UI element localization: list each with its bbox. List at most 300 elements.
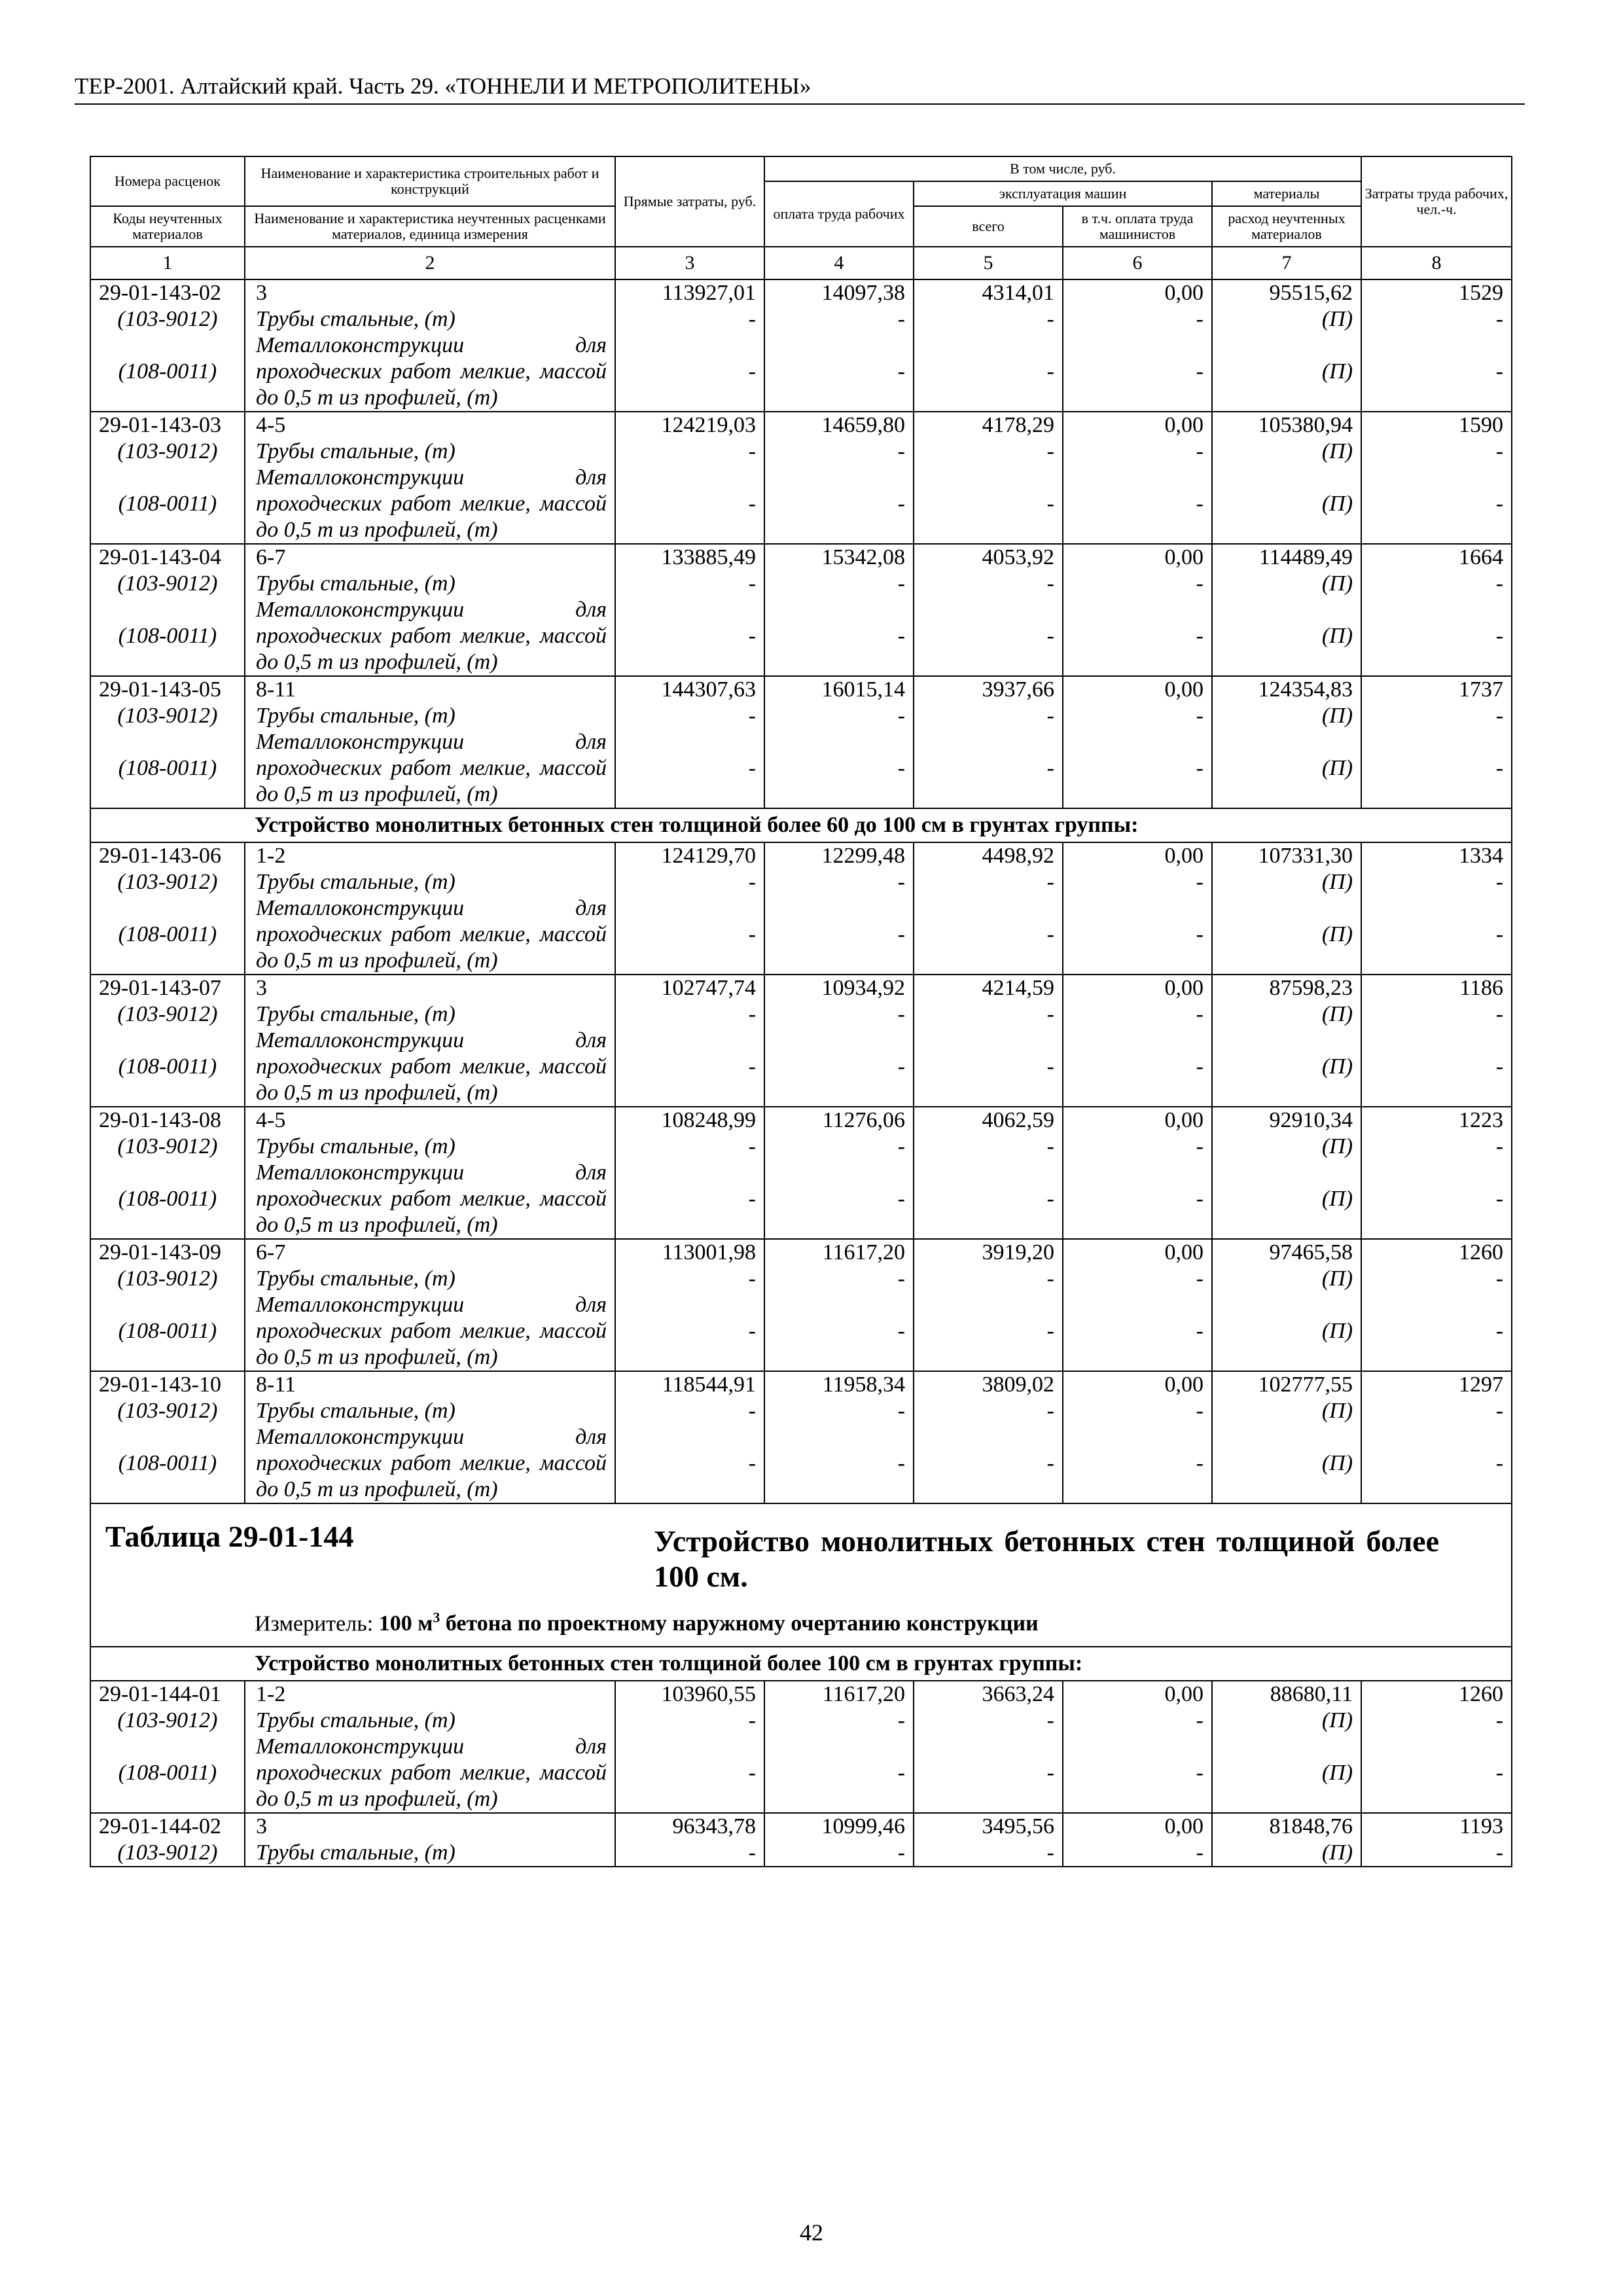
material-row	[90, 1134, 1512, 1160]
empty-value: -	[1063, 1840, 1212, 1867]
rate-row	[90, 1239, 1512, 1266]
rate-row	[90, 1371, 1512, 1398]
machinist-pay: 0,00	[1063, 842, 1212, 869]
rate-description: 3	[245, 975, 615, 1001]
materials-cost: 102777,55	[1212, 1371, 1361, 1398]
rate-code: 29-01-143-08	[90, 1107, 245, 1134]
empty-value: -	[914, 1134, 1063, 1160]
empty-value: -	[914, 703, 1063, 729]
material-name: Трубы стальные, (т)	[245, 306, 615, 332]
material-name: Трубы стальные, (т)	[245, 439, 615, 465]
empty-value: -	[764, 1734, 914, 1813]
column-number: 6	[1063, 247, 1212, 279]
material-name: Металлоконструкции для проходческих работ мелкие, массой до 0,5 т из профилей, (т)	[245, 465, 615, 544]
material-code: (103-9012)	[90, 1708, 245, 1734]
empty-value: -	[914, 1160, 1063, 1239]
materials-cost: 105380,94	[1212, 412, 1361, 439]
unaccounted-material-mark: (П)	[1212, 895, 1361, 975]
unaccounted-material-mark: (П)	[1212, 332, 1361, 412]
material-name: Металлоконструкции для проходческих работ мелкие, массой до 0,5 т из профилей, (т)	[245, 1292, 615, 1371]
labor-hours: 1334	[1361, 842, 1512, 869]
rate-description: 3	[245, 1813, 615, 1840]
materials-cost: 92910,34	[1212, 1107, 1361, 1134]
material-row	[90, 1001, 1512, 1028]
material-name: Металлоконструкции для проходческих работ мелкие, массой до 0,5 т из профилей, (т)	[245, 1028, 615, 1107]
machinist-pay: 0,00	[1063, 1371, 1212, 1398]
rate-description: 1-2	[245, 1681, 615, 1708]
empty-value: -	[1063, 1734, 1212, 1813]
unaccounted-material-mark: (П)	[1212, 1708, 1361, 1734]
empty-value: -	[914, 1398, 1063, 1424]
header-including: В том числе, руб.	[764, 156, 1361, 181]
materials-cost: 124354,83	[1212, 676, 1361, 703]
material-name: Трубы стальные, (т)	[245, 1134, 615, 1160]
material-code: (108-0011)	[90, 597, 245, 676]
empty-value: -	[1361, 465, 1512, 544]
empty-value: -	[615, 597, 764, 676]
empty-value: -	[764, 729, 914, 808]
labor-pay: 12299,48	[764, 842, 914, 869]
material-name: Металлоконструкции для проходческих работ мелкие, массой до 0,5 т из профилей, (т)	[245, 895, 615, 975]
header-unaccounted-materials: расход неучтенных материалов	[1212, 206, 1361, 247]
column-number: 1	[90, 247, 245, 279]
running-header: ТЕР-2001. Алтайский край. Часть 29. «ТОННЕЛИ И МЕТРОПОЛИТЕНЫ»	[75, 73, 1525, 105]
direct-costs: 113001,98	[615, 1239, 764, 1266]
rate-row	[90, 412, 1512, 439]
empty-value: -	[764, 1292, 914, 1371]
rate-row	[90, 544, 1512, 571]
group-b-header	[90, 808, 1512, 842]
rate-code: 29-01-143-06	[90, 842, 245, 869]
empty-value: -	[615, 869, 764, 895]
materials-cost: 97465,58	[1212, 1239, 1361, 1266]
materials-cost: 95515,62	[1212, 279, 1361, 306]
material-code: (103-9012)	[90, 1001, 245, 1028]
rate-description: 8-11	[245, 676, 615, 703]
empty-value: -	[764, 1160, 914, 1239]
material-code: (108-0011)	[90, 729, 245, 808]
rate-code: 29-01-143-03	[90, 412, 245, 439]
rate-row	[90, 1813, 1512, 1840]
empty-value: -	[1361, 1734, 1512, 1813]
machines-total: 4053,92	[914, 544, 1063, 571]
empty-value: -	[914, 306, 1063, 332]
header-machines: эксплуатация машин	[914, 181, 1212, 206]
machinist-pay: 0,00	[1063, 676, 1212, 703]
header-material-name: Наименование и характеристика неучтенных расценками материалов, единица измерения	[245, 206, 615, 247]
empty-value: -	[1063, 1398, 1212, 1424]
empty-value: -	[1361, 1028, 1512, 1107]
material-row	[90, 729, 1512, 808]
rate-description: 4-5	[245, 1107, 615, 1134]
labor-hours: 1193	[1361, 1813, 1512, 1840]
material-name: Металлоконструкции для проходческих работ мелкие, массой до 0,5 т из профилей, (т)	[245, 1424, 615, 1503]
empty-value: -	[1361, 1292, 1512, 1371]
empty-value: -	[1361, 597, 1512, 676]
material-name: Трубы стальные, (т)	[245, 1001, 615, 1028]
empty-value: -	[1361, 1266, 1512, 1292]
machinist-pay: 0,00	[1063, 544, 1212, 571]
empty-value: -	[1063, 1292, 1212, 1371]
machines-total: 4214,59	[914, 975, 1063, 1001]
labor-hours: 1529	[1361, 279, 1512, 306]
empty-value: -	[1063, 1160, 1212, 1239]
labor-pay: 11617,20	[764, 1681, 914, 1708]
header-name: Наименование и характеристика строительных работ и конструкций	[245, 156, 615, 206]
empty-value: -	[615, 1424, 764, 1503]
material-row	[90, 571, 1512, 597]
material-code: (103-9012)	[90, 571, 245, 597]
empty-value: -	[914, 465, 1063, 544]
direct-costs: 108248,99	[615, 1107, 764, 1134]
column-number: 3	[615, 247, 764, 279]
material-code: (108-0011)	[90, 1160, 245, 1239]
empty-value: -	[764, 703, 914, 729]
direct-costs: 103960,55	[615, 1681, 764, 1708]
table-label: Таблица 29-01-144	[105, 1520, 354, 1553]
empty-value: -	[1361, 1840, 1512, 1867]
empty-value: -	[1063, 1001, 1212, 1028]
empty-value: -	[615, 1292, 764, 1371]
material-row	[90, 1424, 1512, 1503]
empty-value: -	[764, 1840, 914, 1867]
empty-value: -	[1063, 332, 1212, 412]
unaccounted-material-mark: (П)	[1212, 439, 1361, 465]
empty-value: -	[914, 1424, 1063, 1503]
empty-value: -	[764, 439, 914, 465]
header-labor-costs: Затраты труда рабочих, чел.-ч.	[1361, 156, 1512, 247]
header-materials: материалы	[1212, 181, 1361, 206]
unaccounted-material-mark: (П)	[1212, 465, 1361, 544]
empty-value: -	[914, 571, 1063, 597]
material-code: (103-9012)	[90, 1134, 245, 1160]
material-name: Трубы стальные, (т)	[245, 1840, 615, 1867]
empty-value: -	[914, 729, 1063, 808]
material-name: Трубы стальные, (т)	[245, 571, 615, 597]
material-row	[90, 1028, 1512, 1107]
empty-value: -	[1361, 571, 1512, 597]
rate-group-143-b	[90, 842, 1512, 1503]
material-row	[90, 332, 1512, 412]
table-144-header	[90, 1503, 1512, 1681]
machines-total: 4498,92	[914, 842, 1063, 869]
rate-row	[90, 676, 1512, 703]
labor-hours: 1260	[1361, 1681, 1512, 1708]
unaccounted-material-mark: (П)	[1212, 1028, 1361, 1107]
machinist-pay: 0,00	[1063, 1813, 1212, 1840]
material-name: Трубы стальные, (т)	[245, 1708, 615, 1734]
machinist-pay: 0,00	[1063, 1239, 1212, 1266]
labor-hours: 1664	[1361, 544, 1512, 571]
machines-total: 3809,02	[914, 1371, 1063, 1398]
unit-superscript: 3	[433, 1609, 440, 1626]
machinist-pay: 0,00	[1063, 1107, 1212, 1134]
empty-value: -	[615, 1840, 764, 1867]
empty-value: -	[1063, 465, 1212, 544]
empty-value: -	[1361, 895, 1512, 975]
machines-total: 4062,59	[914, 1107, 1063, 1134]
labor-pay: 14097,38	[764, 279, 914, 306]
material-name: Трубы стальные, (т)	[245, 1266, 615, 1292]
machines-total: 3919,20	[914, 1239, 1063, 1266]
empty-value: -	[1063, 703, 1212, 729]
empty-value: -	[1361, 439, 1512, 465]
empty-value: -	[914, 1001, 1063, 1028]
empty-value: -	[914, 439, 1063, 465]
header-codes: Номера расценок	[90, 156, 245, 206]
machines-total: 3937,66	[914, 676, 1063, 703]
unaccounted-material-mark: (П)	[1212, 1292, 1361, 1371]
rate-code: 29-01-144-01	[90, 1681, 245, 1708]
empty-value: -	[1063, 306, 1212, 332]
materials-cost: 87598,23	[1212, 975, 1361, 1001]
material-code: (103-9012)	[90, 1398, 245, 1424]
empty-value: -	[914, 1266, 1063, 1292]
unaccounted-material-mark: (П)	[1212, 1840, 1361, 1867]
column-number: 4	[764, 247, 914, 279]
unit-value: 100 м	[378, 1611, 433, 1636]
empty-value: -	[1063, 439, 1212, 465]
table-header	[90, 156, 1512, 279]
empty-value: -	[914, 895, 1063, 975]
empty-value: -	[615, 1708, 764, 1734]
empty-value: -	[764, 869, 914, 895]
unaccounted-material-mark: (П)	[1212, 1398, 1361, 1424]
empty-value: -	[764, 1398, 914, 1424]
header-material-codes: Коды неучтенных материалов	[90, 206, 245, 247]
column-numbers-row	[90, 247, 1512, 279]
material-code: (108-0011)	[90, 1028, 245, 1107]
empty-value: -	[615, 1134, 764, 1160]
empty-value: -	[1063, 1134, 1212, 1160]
column-number: 2	[245, 247, 615, 279]
unit-rest: бетона по проектному наружному очертанию конструкции	[440, 1611, 1039, 1636]
labor-pay: 11276,06	[764, 1107, 914, 1134]
labor-pay: 10999,46	[764, 1813, 914, 1840]
empty-value: -	[764, 1134, 914, 1160]
empty-value: -	[764, 1424, 914, 1503]
empty-value: -	[1063, 869, 1212, 895]
material-row	[90, 1734, 1512, 1813]
group-title: Устройство монолитных бетонных стен толщиной более 100 см в грунтах группы:	[90, 1647, 1512, 1681]
rate-description: 6-7	[245, 1239, 615, 1266]
group-title: Устройство монолитных бетонных стен толщиной более 60 до 100 см в грунтах группы:	[90, 808, 1512, 842]
empty-value: -	[914, 1840, 1063, 1867]
rate-row	[90, 1681, 1512, 1708]
materials-cost: 107331,30	[1212, 842, 1361, 869]
labor-hours: 1186	[1361, 975, 1512, 1001]
empty-value: -	[615, 1001, 764, 1028]
unaccounted-material-mark: (П)	[1212, 1134, 1361, 1160]
unaccounted-material-mark: (П)	[1212, 1001, 1361, 1028]
rates-table	[90, 156, 1512, 1867]
empty-value: -	[914, 869, 1063, 895]
machinist-pay: 0,00	[1063, 412, 1212, 439]
rate-code: 29-01-143-02	[90, 279, 245, 306]
header-labor-pay: оплата труда рабочих	[764, 181, 914, 247]
empty-value: -	[914, 1292, 1063, 1371]
unaccounted-material-mark: (П)	[1212, 571, 1361, 597]
labor-hours: 1737	[1361, 676, 1512, 703]
empty-value: -	[1063, 729, 1212, 808]
unit-prefix: Измеритель:	[255, 1611, 379, 1636]
empty-value: -	[615, 1398, 764, 1424]
empty-value: -	[615, 465, 764, 544]
material-row	[90, 1266, 1512, 1292]
material-name: Трубы стальные, (т)	[245, 1398, 615, 1424]
empty-value: -	[1063, 895, 1212, 975]
empty-value: -	[914, 1734, 1063, 1813]
machinist-pay: 0,00	[1063, 279, 1212, 306]
empty-value: -	[764, 597, 914, 676]
material-name: Металлоконструкции для проходческих работ мелкие, массой до 0,5 т из профилей, (т)	[245, 1734, 615, 1813]
rate-code: 29-01-144-02	[90, 1813, 245, 1840]
unaccounted-material-mark: (П)	[1212, 729, 1361, 808]
empty-value: -	[764, 571, 914, 597]
rate-group-143-a	[90, 279, 1512, 808]
labor-hours: 1260	[1361, 1239, 1512, 1266]
rate-row	[90, 1107, 1512, 1134]
table-heading	[90, 1503, 1512, 1647]
machines-total: 3495,56	[914, 1813, 1063, 1840]
machines-total: 4314,01	[914, 279, 1063, 306]
materials-cost: 88680,11	[1212, 1681, 1361, 1708]
material-name: Трубы стальные, (т)	[245, 703, 615, 729]
rate-code: 29-01-143-07	[90, 975, 245, 1001]
rate-description: 3	[245, 279, 615, 306]
header-direct-costs: Прямые затраты, руб.	[615, 156, 764, 247]
materials-cost: 81848,76	[1212, 1813, 1361, 1840]
material-row	[90, 1292, 1512, 1371]
empty-value: -	[1063, 1266, 1212, 1292]
empty-value: -	[1361, 1001, 1512, 1028]
empty-value: -	[914, 332, 1063, 412]
empty-value: -	[1361, 729, 1512, 808]
labor-hours: 1223	[1361, 1107, 1512, 1134]
unaccounted-material-mark: (П)	[1212, 1266, 1361, 1292]
labor-hours: 1590	[1361, 412, 1512, 439]
labor-hours: 1297	[1361, 1371, 1512, 1398]
rate-code: 29-01-143-10	[90, 1371, 245, 1398]
material-row	[90, 869, 1512, 895]
material-name: Трубы стальные, (т)	[245, 869, 615, 895]
table-title: Устройство монолитных бетонных стен толщиной более 100 см.	[654, 1524, 1439, 1593]
unaccounted-material-mark: (П)	[1212, 703, 1361, 729]
material-row	[90, 1840, 1512, 1867]
empty-value: -	[914, 1708, 1063, 1734]
rate-code: 29-01-143-05	[90, 676, 245, 703]
material-code: (103-9012)	[90, 703, 245, 729]
rate-description: 6-7	[245, 544, 615, 571]
rate-row	[90, 279, 1512, 306]
rate-group-144	[90, 1681, 1512, 1867]
rate-row	[90, 975, 1512, 1001]
column-number: 8	[1361, 247, 1512, 279]
material-row	[90, 895, 1512, 975]
material-code: (108-0011)	[90, 1734, 245, 1813]
measurement-unit	[105, 1604, 1503, 1638]
column-number: 7	[1212, 247, 1361, 279]
empty-value: -	[1361, 703, 1512, 729]
labor-pay: 15342,08	[764, 544, 914, 571]
empty-value: -	[764, 1001, 914, 1028]
materials-cost: 114489,49	[1212, 544, 1361, 571]
empty-value: -	[615, 332, 764, 412]
empty-value: -	[1361, 1424, 1512, 1503]
direct-costs: 113927,01	[615, 279, 764, 306]
machinist-pay: 0,00	[1063, 975, 1212, 1001]
labor-pay: 11617,20	[764, 1239, 914, 1266]
empty-value: -	[615, 1734, 764, 1813]
empty-value: -	[1063, 597, 1212, 676]
direct-costs: 96343,78	[615, 1813, 764, 1840]
empty-value: -	[615, 571, 764, 597]
column-number: 5	[914, 247, 1063, 279]
empty-value: -	[914, 597, 1063, 676]
empty-value: -	[764, 1028, 914, 1107]
empty-value: -	[1063, 1028, 1212, 1107]
header-machines-total: всего	[914, 206, 1063, 247]
material-row	[90, 465, 1512, 544]
material-name: Металлоконструкции для проходческих работ мелкие, массой до 0,5 т из профилей, (т)	[245, 729, 615, 808]
rate-row	[90, 842, 1512, 869]
empty-value: -	[1063, 1424, 1212, 1503]
rate-description: 8-11	[245, 1371, 615, 1398]
material-row	[90, 1398, 1512, 1424]
material-row	[90, 597, 1512, 676]
material-code: (103-9012)	[90, 306, 245, 332]
empty-value: -	[764, 1266, 914, 1292]
empty-value: -	[764, 306, 914, 332]
labor-pay: 16015,14	[764, 676, 914, 703]
empty-value: -	[1361, 869, 1512, 895]
material-code: (103-9012)	[90, 439, 245, 465]
empty-value: -	[914, 1028, 1063, 1107]
material-code: (108-0011)	[90, 1292, 245, 1371]
empty-value: -	[615, 895, 764, 975]
empty-value: -	[615, 1160, 764, 1239]
direct-costs: 102747,74	[615, 975, 764, 1001]
empty-value: -	[764, 332, 914, 412]
empty-value: -	[615, 439, 764, 465]
empty-value: -	[1361, 1708, 1512, 1734]
rate-description: 4-5	[245, 412, 615, 439]
direct-costs: 118544,91	[615, 1371, 764, 1398]
empty-value: -	[1361, 1398, 1512, 1424]
material-code: (108-0011)	[90, 465, 245, 544]
empty-value: -	[1361, 1160, 1512, 1239]
material-code: (108-0011)	[90, 332, 245, 412]
material-name: Металлоконструкции для проходческих работ мелкие, массой до 0,5 т из профилей, (т)	[245, 597, 615, 676]
unaccounted-material-mark: (П)	[1212, 597, 1361, 676]
material-code: (103-9012)	[90, 1840, 245, 1867]
unaccounted-material-mark: (П)	[1212, 1160, 1361, 1239]
rate-code: 29-01-143-09	[90, 1239, 245, 1266]
labor-pay: 10934,92	[764, 975, 914, 1001]
direct-costs: 124219,03	[615, 412, 764, 439]
empty-value: -	[615, 1028, 764, 1107]
empty-value: -	[1361, 1134, 1512, 1160]
empty-value: -	[615, 703, 764, 729]
rate-code: 29-01-143-04	[90, 544, 245, 571]
empty-value: -	[615, 306, 764, 332]
material-row	[90, 306, 1512, 332]
material-row	[90, 1708, 1512, 1734]
rate-description: 1-2	[245, 842, 615, 869]
material-code: (108-0011)	[90, 895, 245, 975]
material-code: (103-9012)	[90, 869, 245, 895]
empty-value: -	[1063, 1708, 1212, 1734]
